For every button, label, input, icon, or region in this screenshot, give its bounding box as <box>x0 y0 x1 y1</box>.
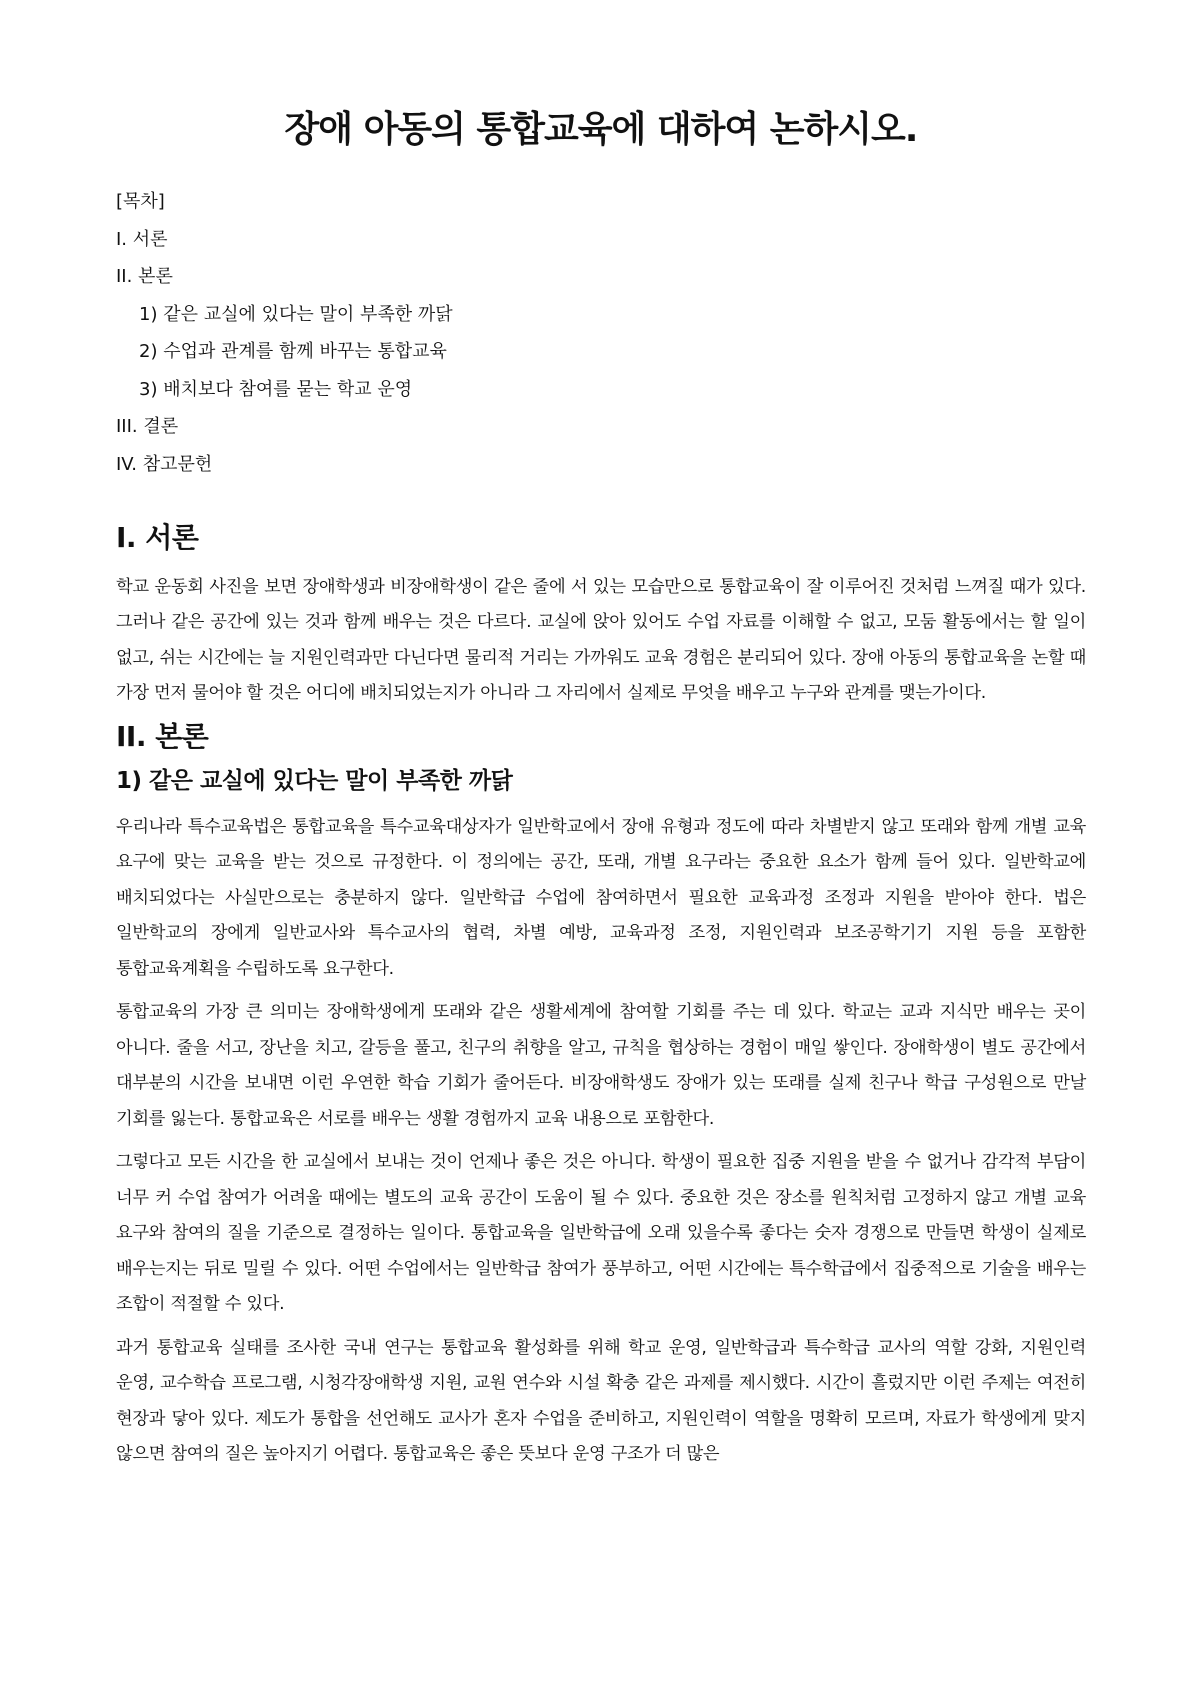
intro-section <box>116 521 1086 712</box>
toc-item-body-1: 1) 같은 교실에 있다는 말이 부족한 까닭 <box>139 303 453 325</box>
toc-item-body: II. 본론 <box>116 266 173 288</box>
intro-title: I. 서론 <box>116 521 199 555</box>
document-title: 장애 아동의 통합교육에 대하여 논하시오. <box>284 109 918 150</box>
toc-heading: [목차] <box>116 191 165 213</box>
body-subsection-1-title: 1) 같은 교실에 있다는 말이 부족한 까닭 <box>116 768 513 795</box>
body-paragraph: 우리나라 특수교육법은 통합교육을 특수교육대상자가 일반학교에서 장애 유형과 정도에 따라 차별받지 않고 또래와 함께 개별 교육 요구에 맞는 교육을 받는 것으로 규정한다. 이 정의에는 공간, 또래, 개별 요구라는 중요한 요소가 함께 들어 있다. 일반학교에 배치되었다는 사실만으로는 충분하지 않다. 일반학급 수업에 참여하면서 필요한 교육과정 조정과 지원을 받아야 한다. 법은 일반학교의 장에게 일반교사와 특수교사의 협력, 차별 예방, 교육과정 조정, 지원인력과 보조공학기기 지원 등을 포함한 통합교육계획을 수립하도록 요구한다. <box>116 816 1086 979</box>
toc-item-body-2: 2) 수업과 관계를 함께 바꾸는 통합교육 <box>139 341 447 363</box>
toc-item-references: IV. 참고문헌 <box>116 453 213 475</box>
toc-item-intro: I. 서론 <box>116 228 168 250</box>
body-paragraph: 과거 통합교육 실태를 조사한 국내 연구는 통합교육 활성화를 위해 학교 운영, 일반학급과 특수학급 교사의 역할 강화, 지원인력 운영, 교수학습 프로그램, 시청각장애학생 지원, 교원 연수와 시설 확충 같은 과제를 제시했다. 시간이 흘렀지만 이런 주제는 여전히 현장과 닿아 있다. 제도가 통합을 선언해도 교사가 혼자 수업을 준비하고, 지원인력이 역할을 명확히 모르며, 자료가 학생에게 맞지 않으면 참여의 질은 높아지기 어렵다. 통합교육은 좋은 뜻보다 운영 구조가 더 많은 <box>116 1337 1086 1465</box>
body-paragraph: 그렇다고 모든 시간을 한 교실에서 보내는 것이 언제나 좋은 것은 아니다. 학생이 필요한 집중 지원을 받을 수 없거나 감각적 부담이 너무 커 수업 참여가 어려울 때에는 별도의 교육 공간이 도움이 될 수 있다. 중요한 것은 장소를 원칙처럼 고정하지 않고 개별 교육 요구와 참여의 질을 기준으로 결정하는 일이다. 통합교육을 일반학급에 오래 있을수록 좋다는 숫자 경쟁으로 만들면 학생이 실제로 배우는지는 뒤로 밀릴 수 있다. 어떤 수업에서는 일반학급 참여가 풍부하고, 어떤 시간에는 특수학급에서 집중적으로 기술을 배우는 조합이 적절할 수 있다. <box>116 1152 1086 1315</box>
body-title: II. 본론 <box>116 719 209 753</box>
body-section <box>116 720 1086 1473</box>
toc-item-conclusion: III. 결론 <box>116 416 179 438</box>
table-of-contents <box>116 183 1086 483</box>
body-paragraph: 통합교육의 가장 큰 의미는 장애학생에게 또래와 같은 생활세계에 참여할 기회를 주는 데 있다. 학교는 교과 지식만 배우는 곳이 아니다. 줄을 서고, 장난을 치고, 갈등을 풀고, 친구의 취향을 알고, 규칙을 협상하는 경험이 매일 쌓인다. 장애학생이 별도 공간에서 대부분의 시간을 보내면 이런 우연한 학습 기회가 줄어든다. 비장애학생도 장애가 있는 또래를 실제 친구나 학급 구성원으로 만날 기회를 잃는다. 통합교육은 서로를 배우는 생활 경험까지 교육 내용으로 포함한다. <box>116 1002 1086 1129</box>
intro-paragraph: 학교 운동회 사진을 보면 장애학생과 비장애학생이 같은 줄에 서 있는 모습만으로 통합교육이 잘 이루어진 것처럼 느껴질 때가 있다. 그러나 같은 공간에 있는 것과 함께 배우는 것은 다르다. 교실에 앉아 있어도 수업 자료를 이해할 수 없고, 모둠 활동에서는 할 일이 없고, 쉬는 시간에는 늘 지원인력과만 다닌다면 물리적 거리는 가까워도 교육 경험은 분리되어 있다. 장애 아동의 통합교육을 논할 때 가장 먼저 물어야 할 것은 어디에 배치되었는지가 아니라 그 자리에서 실제로 무엇을 배우고 누구와 관계를 맺는가이다. <box>116 576 1086 704</box>
toc-item-body-3: 3) 배치보다 참여를 묻는 학교 운영 <box>139 378 413 400</box>
